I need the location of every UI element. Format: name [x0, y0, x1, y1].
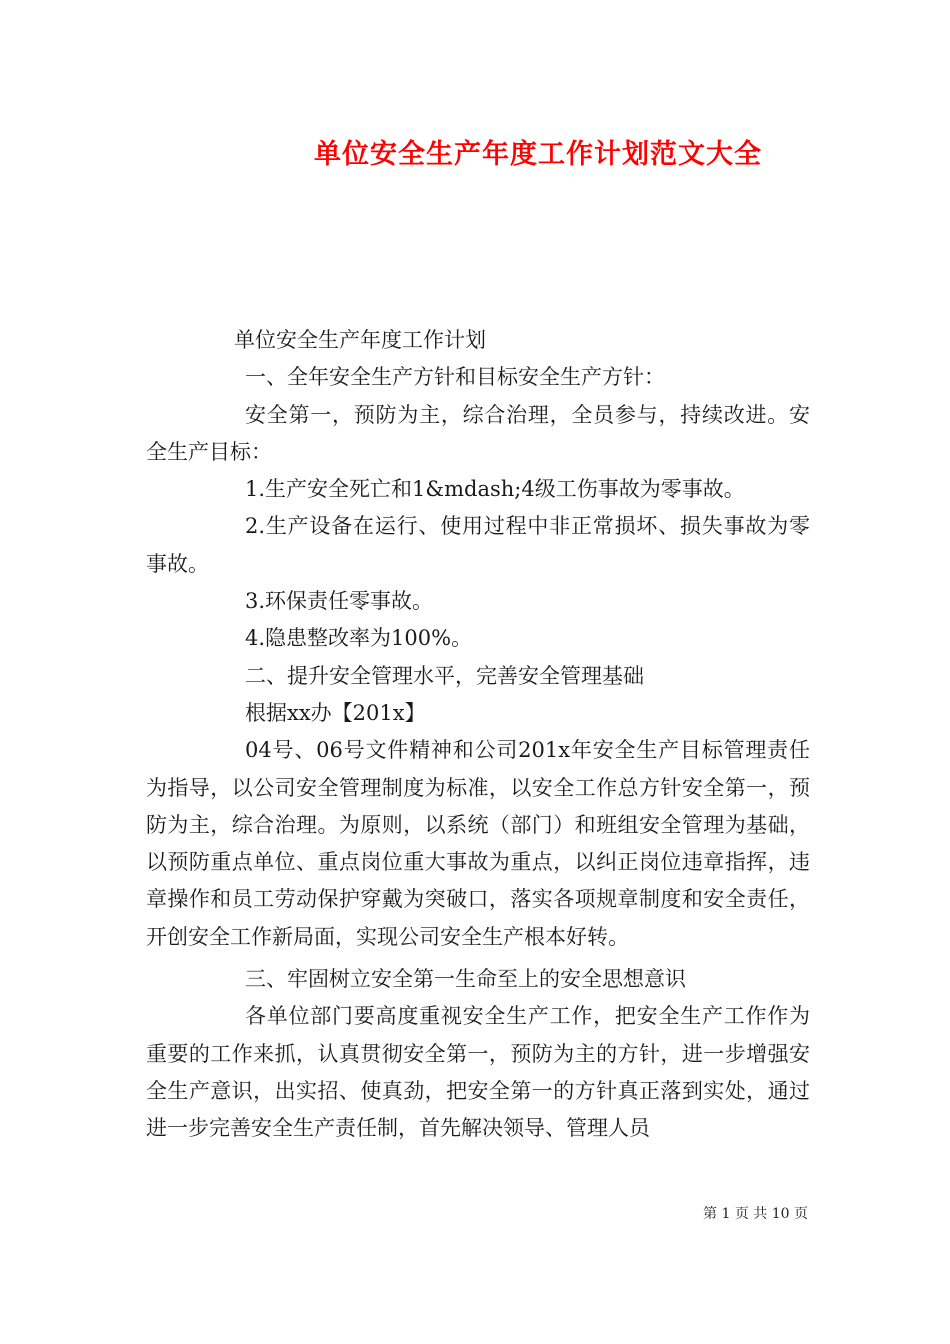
- document-body: [146, 322, 810, 1148]
- document-title: 单位安全生产年度工作计划范文大全: [314, 139, 762, 170]
- paragraph: 各单位部门要高度重视安全生产工作，把安全生产工作作为重要的工作来抓，认真贯彻安全第一，预防为主的方针，进一步增强安全生产意识，出实招、使真劲，把安全第一的方针真正落到实处，通过进一步完善安全生产责任制，首先解决领导、管理人员: [146, 1004, 810, 1141]
- paragraph: 一、全年安全生产方针和目标安全生产方针：: [245, 365, 665, 390]
- paragraph: 单位安全生产年度工作计划: [234, 328, 486, 352]
- paragraph: 3.环保责任零事故。: [245, 589, 434, 614]
- paragraph: 2.生产设备在运行、使用过程中非正常损坏、损失事故为零事故。: [146, 514, 810, 576]
- paragraph: 根据xx办【201x】: [245, 700, 426, 725]
- paragraph: 4.隐患整改率为100%。: [245, 626, 473, 651]
- paragraph: 04号、06号文件精神和公司201x年安全生产目标管理责任为指导，以公司安全管理制度为标准，以安全工作总方针安全第一，预防为主，综合治理。为原则，以系统（部门）和班组安全管理为基础，以预防重点单位、重点岗位重大事故为重点，以纠正岗位违章指挥，违章操作和员工劳动保护穿戴为突破口，落实各项规章制度和安全责任，开创安全工作新局面，实现公司安全生产根本好转。: [146, 738, 810, 949]
- section-heading: 三、牢固树立安全第一生命至上的安全思想意识: [245, 967, 686, 992]
- page-number: 第 1 页 共 10 页: [703, 1206, 808, 1222]
- section-heading: 二、提升安全管理水平，完善安全管理基础: [245, 663, 644, 688]
- paragraph: 安全第一，预防为主，综合治理，全员参与，持续改进。安全生产目标：: [146, 402, 810, 464]
- paragraph: 1.生产安全死亡和1&mdash;4级工伤事故为零事故。: [245, 477, 745, 502]
